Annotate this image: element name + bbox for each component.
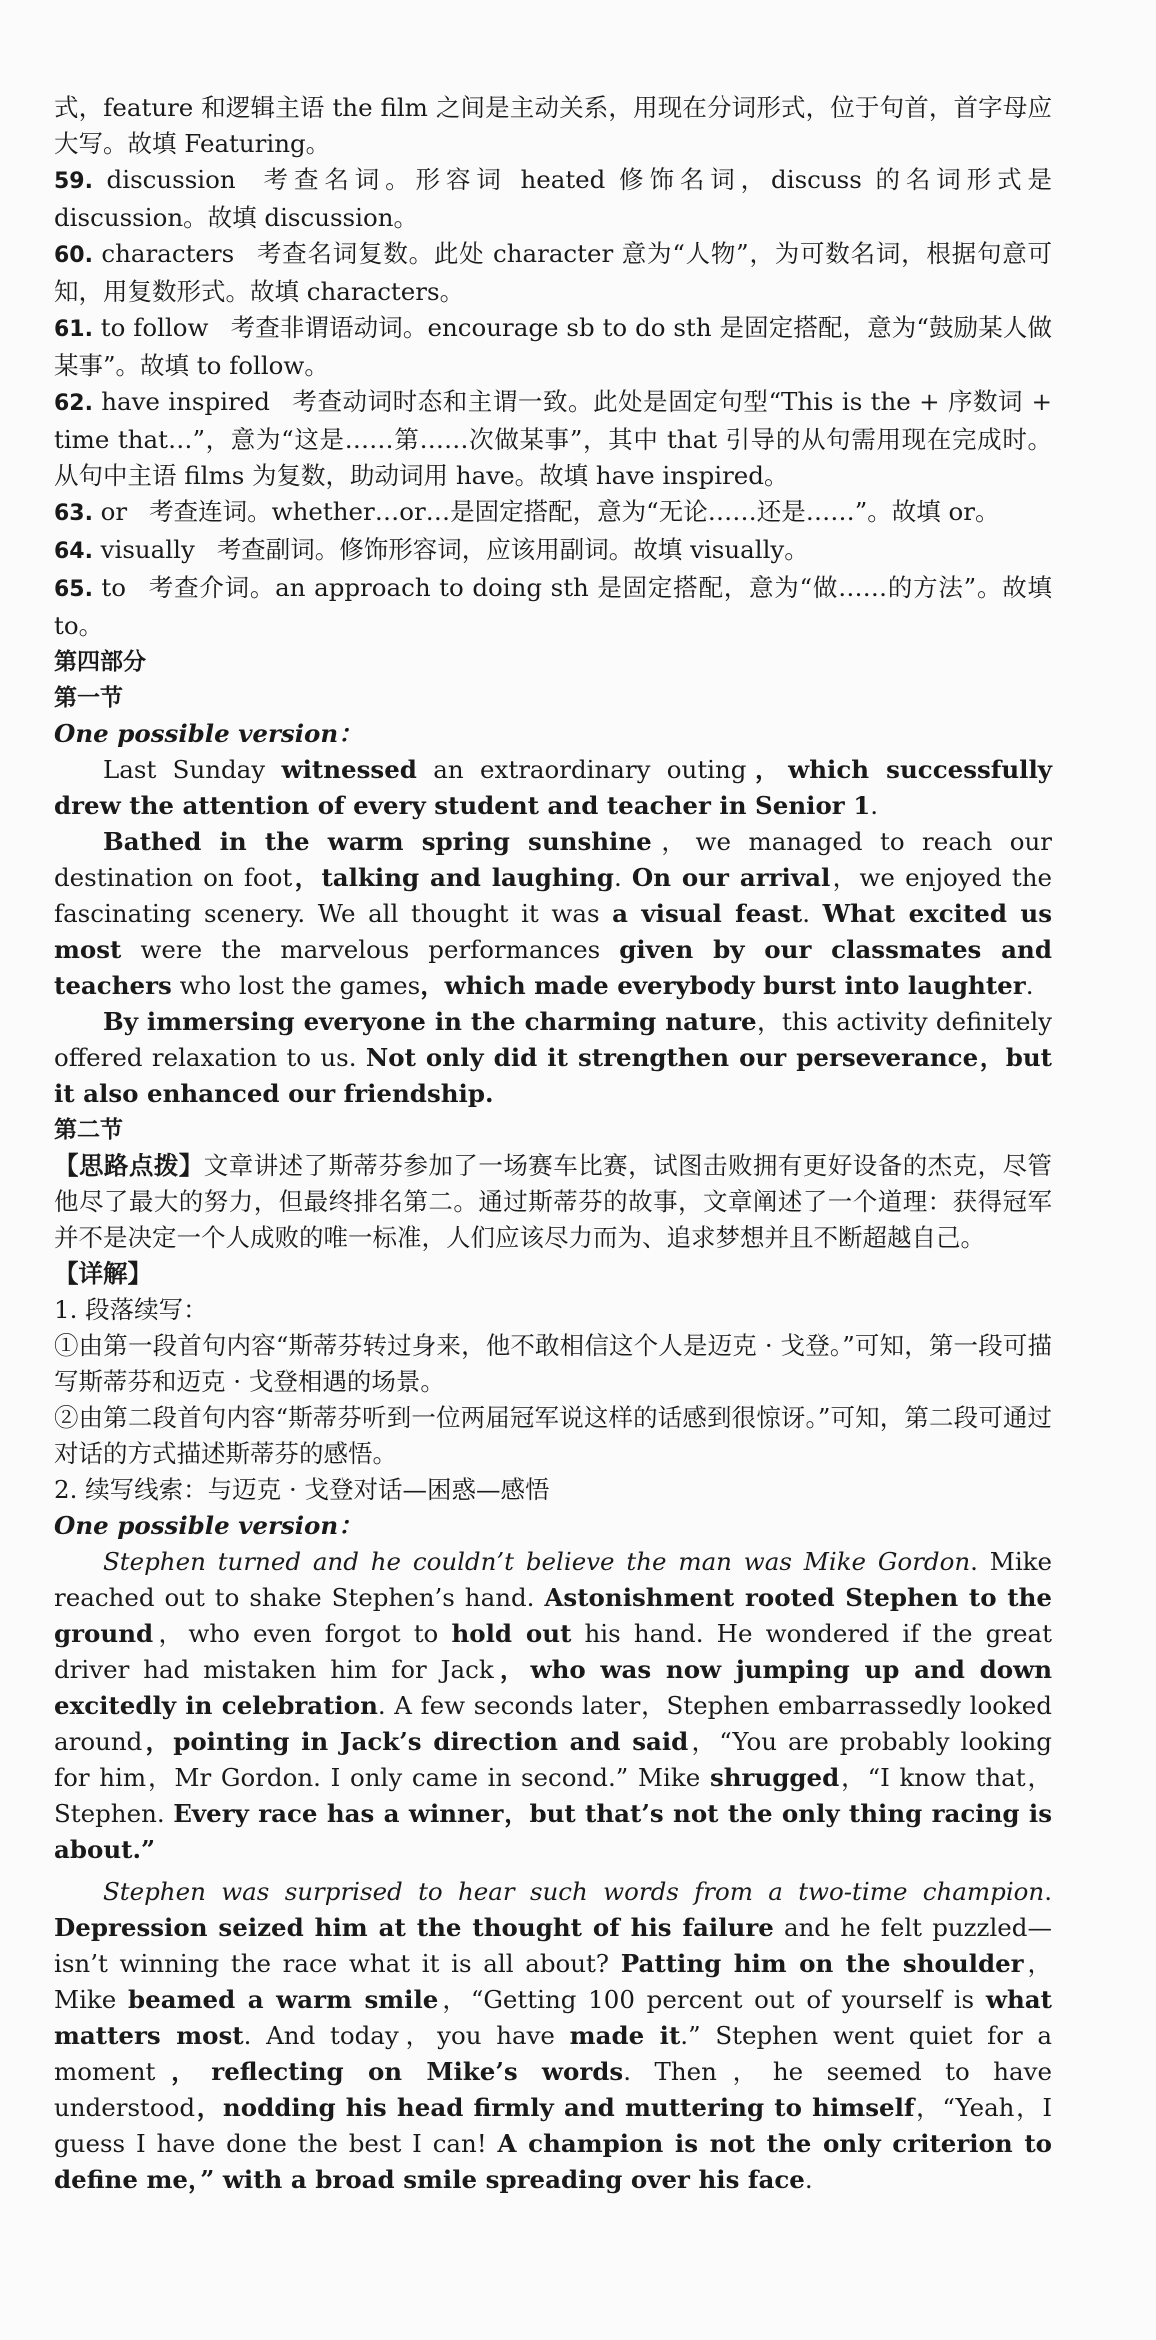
detail-step-1-title: 1. 段落续写： [54, 1295, 208, 1324]
part-four-heading: 第四部分 [54, 649, 146, 675]
section-one-heading: 第一节 [54, 685, 123, 711]
explanation-text: 考查动词时态和主谓一致。此处是固定句型“This is the + 序数词 + time that…”，意为“这是……第……次做某事”，其中 that 引导的从句需用现在完成时。从句中主语 films 为复数，助动词用 have。故填 have inspired。 [54, 387, 1052, 490]
explanation-text: 考查连词。whether…or…是固定搭配，意为“无论……还是……”。故填 or。 [149, 497, 1000, 526]
item-number: 65 [54, 577, 85, 602]
answer-word: to follow [100, 313, 209, 342]
essay-paragraph-1: Last Sunday witnessed an extraordinary outing，which successfully drew the attention of every student and teacher in Senior 1. [54, 755, 1053, 820]
version-label: One possible version： [54, 719, 363, 748]
item-number: 61 [54, 317, 85, 342]
essay-paragraph-3: By immersing everyone in the charming nature，this activity definitely offered relaxation to us. Not only did it strengthen our perseverance，but it also enhanced our friendship. [54, 1007, 1052, 1108]
continuation-paragraph-2: Stephen was surprised to hear such words from a two-time champion. Depression seized him at the thought of his failure and he felt puzzled—isn’t winning the race what it is all about? Patting him on the shoulder，Mike beamed a warm smile，“Getting 100 percent out of yourself is what matters most. And today，you have made it.” Stephen went quiet for a moment，reflecting on Mike’s words. Then，he seemed to have understood，nodding his head firmly and muttering to himself，“Yeah，I guess I have done the best I can! A champion is not the only criterion to define me，” with a broad smile spreading over his face. [54, 1877, 1053, 2194]
answer-item-60: 60. characters 考查名词复数。此处 character 意为“人物”，为可数名词，根据句意可知，用复数形式。故填 characters。 [54, 239, 1052, 306]
answer-item-64: 64. visually 考查副词。修饰形容词，应该用副词。故填 visually。 [54, 535, 809, 564]
answer-word: visually [100, 535, 195, 564]
answer-word: characters [101, 239, 235, 268]
answer-word: or [100, 497, 128, 526]
answer-item-65: 65. to 考查介词。an approach to doing sth 是固定搭配，意为“做……的方法”。故填 to。 [54, 573, 1052, 640]
answer-58-continuation [54, 90, 1052, 162]
explanation-text: 式，feature 和逻辑主语 the film 之间是主动关系，用现在分词形式，位于句首，首字母应大写。故填 Featuring。 [54, 93, 1052, 158]
item-number: 60 [54, 243, 85, 268]
idea-text: 文章讲述了斯蒂芬参加了一场赛车比赛，试图击败拥有更好设备的杰克，尽管他尽了最大的努力，但最终排名第二。通过斯蒂芬的故事，文章阐述了一个道理：获得冠军并不是决定一个人成败的唯一标准，人们应该尽力而为、追求梦想并且不断超越自己。 [54, 1151, 1053, 1252]
item-number: 59 [54, 169, 85, 194]
answer-item-62: 62. have inspired 考查动词时态和主谓一致。此处是固定句型“This is the + 序数词 + time that…”，意为“这是……第……次做某事”，其中 that 引导的从句需用现在完成时。从句中主语 films 为复数，助动词用 have。故填 have inspired。 [54, 387, 1052, 490]
idea-label: 【思路点拨】 [54, 1151, 204, 1180]
detail-step-2: 2. 续写线索：与迈克 · 戈登对话—困惑—感悟 [54, 1475, 550, 1504]
explanation-text: 考查非谓语动词。encourage sb to do sth 是固定搭配，意为“鼓励某人做某事”。故填 to follow。 [54, 313, 1052, 380]
answer-item-59: 59. discussion 考查名词。形容词 heated 修饰名词，discuss 的名词形式是 discussion。故填 discussion。 [54, 165, 1052, 232]
explanation-text: 考查名词。形容词 heated 修饰名词，discuss 的名词形式是 discussion。故填 discussion。 [54, 165, 1052, 232]
explanation-text: 考查副词。修饰形容词，应该用副词。故填 visually。 [216, 535, 809, 564]
item-number: 62 [54, 391, 85, 416]
item-number: 63 [54, 501, 85, 526]
answer-item-61: 61. to follow 考查非谓语动词。encourage sb to do sth 是固定搭配，意为“鼓励某人做某事”。故填 to follow。 [54, 313, 1052, 380]
answer-word: to [101, 573, 127, 602]
item-number: 64 [54, 539, 85, 564]
continuation-paragraph-1: Stephen turned and he couldn’t believe the man was Mike Gordon. Mike reached out to shake Stephen’s hand. Astonishment rooted Stephen to the ground，who even forgot to hold out his hand. He wondered if the great driver had mistaken him for Jack，who was now jumping up and down excitedly in celebration. A few seconds later，Stephen embarrassedly looked around，pointing in Jack’s direction and said，“You are probably looking for him，Mr Gordon. I only came in second.” Mike shrugged，“I know that，Stephen. Every race has a winner，but that’s not the only thing racing is about.” [54, 1547, 1053, 1864]
answer-item-63: 63. or 考查连词。whether…or…是固定搭配，意为“无论……还是……”。故填 or。 [54, 497, 1000, 526]
explanation-text: 考查介词。an approach to doing sth 是固定搭配，意为“做……的方法”。故填 to。 [54, 573, 1052, 640]
answer-word: discussion [106, 165, 236, 194]
detail-step-1b: ②由第二段首句内容“斯蒂芬听到一位两届冠军说这样的话感到很惊讶。”可知，第二段可通过对话的方式描述斯蒂芬的感悟。 [54, 1403, 1052, 1468]
answer-word: have inspired [101, 387, 270, 416]
essay-paragraph-2: Bathed in the warm spring sunshine，we managed to reach our destination on foot，talking and laughing. On our arrival，we enjoyed the fascinating scenery. We all thought it was a visual feast. What excited us most were the marvelous performances given by our classmates and teachers who lost the games，which made everybody burst into laughter. [54, 827, 1053, 1000]
detail-step-1a: ①由第一段首句内容“斯蒂芬转过身来，他不敢相信这个人是迈克 · 戈登。”可知，第一段可描写斯蒂芬和迈克 · 戈登相遇的场景。 [54, 1331, 1052, 1396]
explanation-text: 考查名词复数。此处 character 意为“人物”，为可数名词，根据句意可知，用复数形式。故填 characters。 [54, 239, 1052, 306]
detail-label: 【详解】 [54, 1259, 152, 1288]
section-two-heading: 第二节 [54, 1117, 123, 1143]
version-label: One possible version： [54, 1511, 363, 1540]
idea-hint [54, 1148, 1052, 1256]
